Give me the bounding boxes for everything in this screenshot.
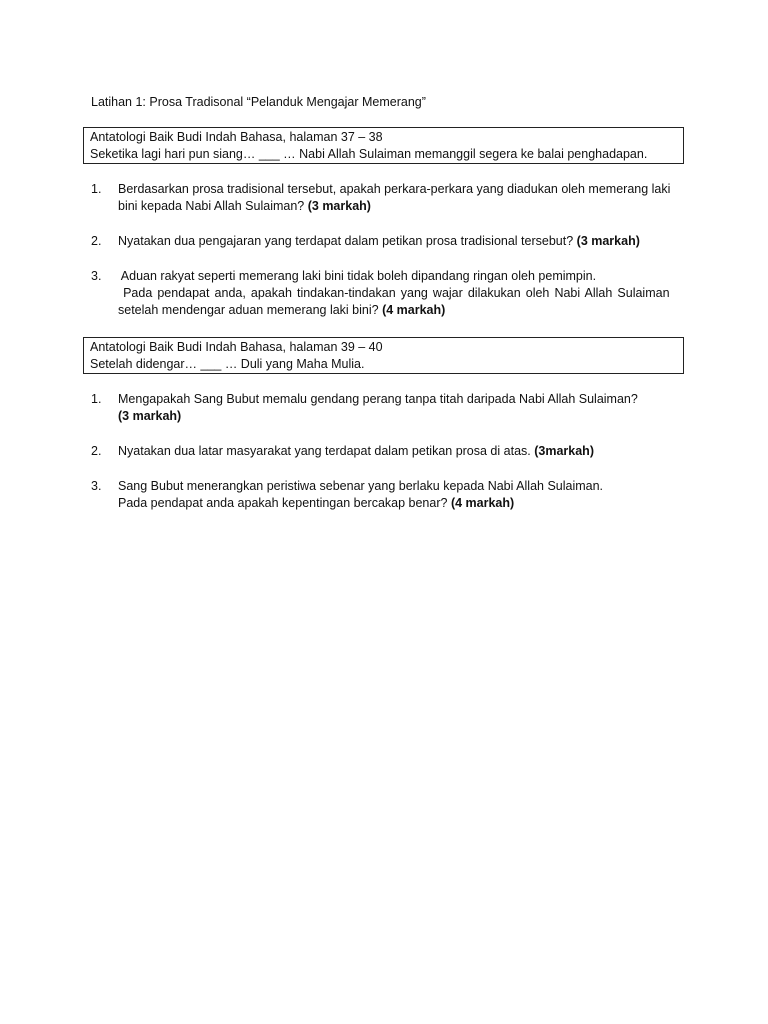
question-item [91, 443, 685, 460]
question-number: 3. [91, 479, 102, 493]
question-text: Berdasarkan prosa tradisional tersebut, apakah perkara-perkara yang diadukan oleh memerang laki [118, 182, 671, 196]
question-number: 1. [91, 392, 102, 406]
question-text: Nyatakan dua latar masyarakat yang terdapat dalam petikan prosa di atas. [118, 444, 531, 458]
question-text: Aduan rakyat seperti memerang laki bini tidak boleh dipandang ringan oleh pemimpin. [118, 269, 597, 283]
reference-source: Antatologi Baik Budi Indah Bahasa, halaman 37 – 38 [90, 130, 383, 144]
question-marks: (4 markah) [382, 303, 446, 317]
question-item [91, 391, 685, 425]
reference-box [83, 127, 684, 164]
question-text: Nyatakan dua pengajaran yang terdapat dalam petikan prosa tradisional tersebut? [118, 234, 574, 248]
question-text: setelah mendengar aduan memerang laki bini? [118, 303, 379, 317]
question-item [91, 181, 685, 215]
question-item [91, 233, 685, 250]
reference-box [83, 337, 684, 374]
page-title: Latihan 1: Prosa Tradisonal “Pelanduk Mengajar Memerang” [91, 95, 426, 109]
question-marks: (3 markah) [576, 234, 640, 248]
question-item [91, 268, 685, 319]
question-number: 2. [91, 444, 102, 458]
question-marks: (3 markah) [118, 409, 182, 423]
question-text: Mengapakah Sang Bubut memalu gendang perang tanpa titah daripada Nabi Allah Sulaiman? [118, 392, 638, 406]
reference-source: Antatologi Baik Budi Indah Bahasa, halaman 39 – 40 [90, 340, 383, 354]
question-text: Pada pendapat anda apakah kepentingan bercakap benar? [118, 496, 448, 510]
question-text: Pada pendapat anda, apakah tindakan-tindakan yang wajar dilakukan oleh Nabi Allah Sulaiman [118, 286, 670, 300]
question-marks: (3 markah) [307, 199, 371, 213]
question-text: Sang Bubut menerangkan peristiwa sebenar yang berlaku kepada Nabi Allah Sulaiman. [118, 479, 604, 493]
reference-excerpt: Seketika lagi hari pun siang… ___ … Nabi Allah Sulaiman memanggil segera ke balai penghadapan. [90, 147, 648, 161]
question-number: 2. [91, 234, 102, 248]
question-marks: (3markah) [534, 444, 594, 458]
question-marks: (4 markah) [450, 496, 515, 510]
reference-excerpt: Setelah didengar… ___ … Duli yang Maha Mulia. [90, 357, 365, 371]
question-item [91, 478, 685, 512]
question-number: 1. [91, 182, 102, 196]
question-number: 3. [91, 269, 102, 283]
question-text: bini kepada Nabi Allah Sulaiman? [118, 199, 305, 213]
